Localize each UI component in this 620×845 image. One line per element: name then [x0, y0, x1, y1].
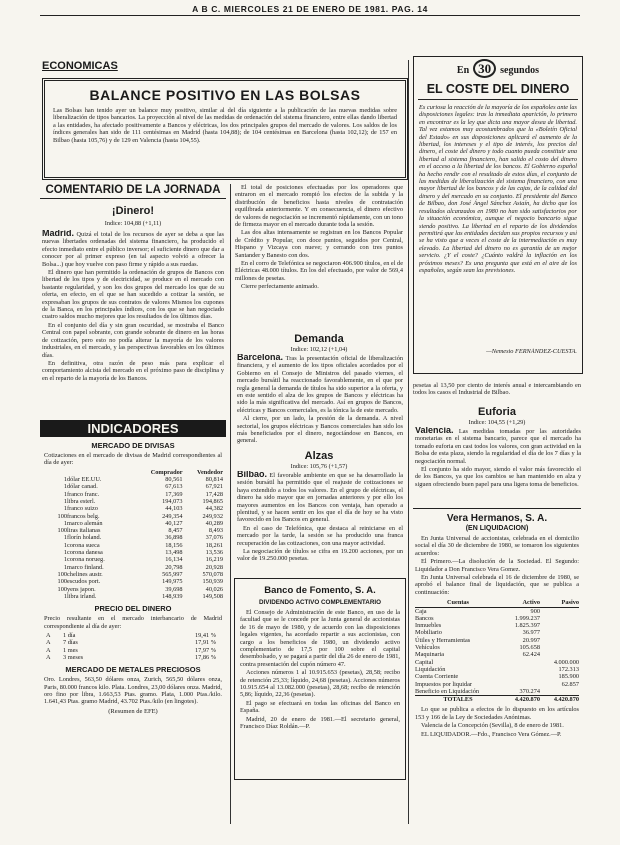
- vera-cell: Útiles y Herramientas: [415, 636, 471, 644]
- divisas-cell: 36,898: [165, 534, 183, 542]
- bilbao-city: Bilbao.: [237, 471, 268, 479]
- vera-row: [415, 607, 579, 615]
- vera-row: [415, 615, 579, 622]
- divisas-row: [43, 549, 223, 556]
- precio-cell: 1 día: [62, 631, 76, 639]
- treinta-text: Es curiosa la reacción de la mayoría de los españoles ante las disposiciones legales: tras la inmediata aparición, lo primero en encontrar es la ley que dicta una mayor desea de libertad. Tal vez estamos muy acostumbrados que la «Boletín Oficial del Estado» en sus disposiciones aplicará el aumento de la libertad, los intereses y el tipo de interés, los precios del dinero, el coste del dinero y todo cuanto pueda constituir una libertad al sistema financiero, han salido el costo del dinero en el acceso a la libertad de los bancos. El Gobierno español ha hecho rendir con el resultado de estos días, el conjunto de las medidas de liberalización del sistema financiero, con una mayor libertad de los bancos y de las cajas, de la calidad del dinero y del mercado en su conjunto. El presidente del Banco de Bilbao, don José Ángel Sánchez Asiaín, ha dicho que los resultados alcanzados en 1980 no han sido satisfactorios por la situación económica, aunque el negocio bancario sigue siendo positivo. La libertad en el reparto de los dividendos permitirá que las entidades decidan sus propios recursos y así se ha visto que a veces el coste de la intermediación es muy elevado. La libertad del dinero no es garantía de un mejor servicio. ¿Y el coste? ¿Cuánto valdrá la inflación en los próximos meses? Es una pregunta que está en el aire de los españoles, según sean las previsiones.: [419, 104, 577, 274]
- fomento-box: [234, 578, 406, 780]
- comentario-body: [42, 230, 224, 430]
- divisas-cell: 67,613: [165, 483, 183, 491]
- vera-p3: En Junta Universal celebrada el 16 de diciembre de 1980, se aprobó el balance final de liquidación, que se publica a continuación:: [415, 574, 579, 596]
- alzas-text3: La negociación de títulos se cifra en 19.200 acciones, por un valor de 19.250.000 pesetas.: [237, 548, 403, 563]
- vera-title: Vera Hermanos, S. A.: [446, 513, 548, 524]
- vera-totals-label: TOTALES: [443, 696, 473, 704]
- precio-cell: 7 días: [62, 639, 78, 647]
- divisas-row: [43, 564, 223, 571]
- vera-cell: [540, 607, 579, 615]
- vera-cell: 370.274: [519, 687, 540, 695]
- alzas-body: [237, 471, 403, 567]
- metales-text: Oro. Londres, 563,50 dólares onza, Zurich, 565,50 dólares onza, Paris, 80.000 francos kilo. Plata. Londres, 23,00 dólares onza. Madrid, oro fino por libra, 1.663,53 Ptas. gramo. Plata, 1.000 Ptas./kilo. 1.641,43 Ptas. gramo Madrid, 43.702 Ptas./kilo (en lingotes).: [44, 676, 222, 706]
- madrid-city: Madrid.: [42, 230, 75, 238]
- divisas-cell: 17,428: [205, 490, 223, 498]
- divisas-cell: 16,134: [165, 556, 183, 564]
- vera-cell: Bancos: [415, 614, 434, 622]
- vera-row: [415, 659, 579, 666]
- divisas-cell: 1: [63, 490, 67, 498]
- demanda-title: Demanda: [294, 333, 344, 345]
- divisas-row: [43, 556, 223, 563]
- metales-title: MERCADO DE METALES PRECIOSOS: [65, 665, 201, 675]
- euforia-body: [415, 427, 581, 507]
- indicadores-source: (Resumen de EFE): [108, 707, 158, 715]
- vera-p4: Lo que se publica a efectos de lo dispuesto en los artículos 153 y 166 de la Ley de Sociedades Anónimas.: [415, 706, 579, 721]
- precio-cell: A: [46, 631, 51, 639]
- treinta-title: EL COSTE DEL DINERO: [418, 82, 578, 100]
- divisas-row: [43, 520, 223, 527]
- divisas-cell: libra esterl.: [67, 498, 96, 505]
- divisas-row: [43, 593, 223, 600]
- divisas-cell: 194,865: [202, 498, 223, 505]
- vera-cell: 172.313: [558, 665, 579, 673]
- divisas-col-sell: Vendedor: [196, 468, 223, 476]
- divisas-row: [43, 483, 223, 490]
- vera-row: [415, 644, 579, 651]
- divisas-cell: 44,382: [205, 505, 223, 513]
- vera-intro: [415, 535, 579, 597]
- divisas-cell: corona danesa: [67, 549, 103, 557]
- comentario-subtitle: ¡Dinero!: [111, 205, 155, 217]
- header-rule: [40, 15, 580, 16]
- vera-signature: EL LIQUIDADOR.—Fdo., Francisco Vera Gómez.—P.: [421, 730, 562, 738]
- demanda-text: Tras la presentación oficial de liberalización financiera, y el aumento de los tipos oficiales acordados por el Gobierno en el Consejo de Ministros del pasado viernes, el mercado bursátil ha reaccionado favorablemente, en el que por regla general la demanda de títulos ha sido superior a la oferta, y en este sentido el alza de los grupos de Bancos y eléctricas ha sido la más significativa del mercado. Así en grupos de Bancos, eléctricas y Bancos comerciales, es la tónica la de este mercado.: [237, 355, 403, 414]
- divisas-cell: 18,156: [165, 541, 183, 549]
- divisas-table: [43, 469, 223, 600]
- vera-row: [415, 681, 579, 688]
- comentario-right-p1: El total de posiciones efectuadas por los operadores que entraron en el mercado rompió los efectos de la subida y la distribución de beneficios hasta niveles de contratación equilibrada anteriormente. Y en consecuencia, el dinero efectivo de valores de negociación se incrementó rápidamente, con un tono de firmeza mayor en el mercado durante toda la sesión.: [235, 184, 403, 229]
- divisas-cell: 1: [63, 519, 67, 527]
- vera-cell: [501, 666, 540, 673]
- fomento-subtitle: DIVIDENDO ACTIVO COMPLEMENTARIO: [258, 599, 382, 606]
- divisas-row: [43, 534, 223, 541]
- euforia-title: Euforia: [478, 406, 516, 418]
- demanda-body: [237, 354, 403, 444]
- balance-box: [42, 78, 408, 180]
- divisas-cell: 1: [63, 556, 67, 564]
- divisas-cell: liras italianas: [67, 527, 101, 535]
- divisas-cell: yens japon.: [67, 585, 96, 593]
- vera-cell: Capital: [415, 658, 434, 666]
- demanda-text2: Al cierre, por un lado, la presión de la demanda. A nivel sectorial, los grupos eléctricas y Bancos comerciales han sido los más beneficiados por el dinero, negociándose en Bancos, en general.: [237, 415, 403, 444]
- vera-totals-row: [415, 696, 579, 704]
- divisas-cell: 13,498: [165, 549, 183, 557]
- divisas-cell: marco alemán: [67, 519, 103, 527]
- vera-header-row: [415, 599, 579, 607]
- comentario-continued: [235, 184, 403, 304]
- treinta-number: 30: [473, 59, 496, 78]
- vera-row: [415, 629, 579, 636]
- vera-cell: [540, 615, 579, 622]
- divisas-cell: 13,536: [205, 549, 223, 557]
- divisas-cell: 1: [63, 483, 67, 491]
- divisas-cell: 1: [63, 541, 67, 549]
- divisas-cell: 570,078: [202, 570, 223, 578]
- vera-row: [415, 651, 579, 658]
- precio-cell: 1 mes: [62, 646, 78, 654]
- divisas-cell: 8,493: [208, 527, 223, 535]
- comentario-p3: En definitiva, otra razón de peso más para explicar el comportamiento alcista del mercado en el próximo paso de disciplina y en el reparto de la mayoría de los Bancos.: [42, 359, 224, 382]
- divisas-cell: chelines austr.: [67, 570, 103, 578]
- divisas-cell: 1: [63, 505, 67, 513]
- comentario-p2: En el conjunto del día y sin gran oscuridad, se mostraba el Banco Central con papel sobrante, con grande sobrante de dinero en las horas de cotización, pero esto no podía alterar la mayoría de los valores industriales, en el mercado, y las perspectivas favorables en los últimos días.: [42, 321, 224, 359]
- vera-col-cuentas: Cuentas: [446, 599, 470, 607]
- column-rule-2: [408, 60, 409, 824]
- divisas-cell: 249,354: [162, 512, 183, 520]
- divisas-cell: 565,997: [162, 570, 183, 578]
- divisas-cell: 1: [63, 498, 67, 505]
- divisas-row: [43, 513, 223, 520]
- divisas-cell: 148,939: [162, 592, 183, 600]
- divisas-row: [43, 542, 223, 549]
- divisas-cell: 40,289: [205, 519, 223, 527]
- barcelona-city: Barcelona.: [237, 354, 284, 362]
- vera-row: [415, 673, 579, 680]
- vera-cell: 62.424: [522, 651, 540, 659]
- divisas-cell: 8,457: [168, 527, 183, 535]
- vera-cell: [540, 622, 579, 629]
- vera-cell: Inmuebles: [415, 622, 442, 630]
- treinta-suffix: segundos: [500, 65, 540, 76]
- divisas-cell: 18,261: [205, 541, 223, 549]
- precio-row: [46, 632, 216, 639]
- vera-balance-table: [415, 599, 579, 703]
- vera-row: [415, 637, 579, 644]
- vera-cell: Caja: [415, 607, 427, 615]
- comentario-right-p4: Cierre perfectamente animado.: [241, 283, 319, 291]
- precio-cell: A: [46, 646, 51, 654]
- vera-cell: [540, 688, 579, 696]
- precio-cell: A: [46, 653, 51, 661]
- vera-col-activo: Activo: [522, 599, 540, 607]
- divisas-cell: 80,814: [205, 476, 223, 484]
- comentario-lead: Quizá el total de los recursos de ayer se deba a que las nuevas libertades ordenadas del sistema financiero, ha producido el efecto inmediato entre el público inversor; el suficiente dinero que dar a conocer por al primer expreso (en tal aspecto volvió a ofrecer la Bolsa...) que hoy vuelve con paso firme y rápido a sus ruedas.: [42, 231, 224, 268]
- indicadores-title: INDICADORES: [40, 420, 226, 437]
- fomento-text: El Consejo de Administración de este Banco, en uso de la facultad que se le concede por la Junta general de accionistas de 16 de mayo de 1980, y de acuerdo con las disposiciones legales vigentes, ha acordado repartir a sus accionistas, con cargo a los beneficios de 1980, un dividendo activo complementario de 17,5 por 100 sobre el capital desembolsado, y se pagará a partir del día 26 de enero de 1981, contra presentación del cupón número 47.: [240, 609, 400, 668]
- vera-col-pasivo: Pasivo: [561, 599, 579, 607]
- vera-cell: Impuestos por liquidar: [415, 680, 473, 688]
- vera-cell: Cuenta Corriente: [415, 673, 459, 681]
- section-title: ECONOMICAS: [42, 60, 118, 72]
- vera-cell: 105.658: [519, 644, 540, 652]
- vera-cell: 62.857: [561, 680, 579, 688]
- divisas-intro: Cotizaciones en el mercado de divisas de Madrid correspondientes al día de ayer:: [44, 452, 222, 467]
- divisas-cell: 1: [63, 534, 67, 542]
- vera-row: [415, 666, 579, 673]
- precio-row: [46, 647, 216, 654]
- fomento-text3: El pago se efectuará en todas las oficinas del Banco en España.: [240, 699, 400, 715]
- precio-cell: 3 meses: [62, 653, 84, 661]
- treinta-prefix: En: [456, 65, 470, 76]
- divisas-col-buy: Comprador: [150, 468, 183, 476]
- vera-cell: [540, 644, 579, 651]
- precio-table: [46, 632, 216, 661]
- vera-subtitle: (EN LIQUIDACION): [465, 525, 529, 532]
- divisas-cell: 17,369: [165, 490, 183, 498]
- comentario-right-p3: En el corro de Telefónica se negociaron 406.900 títulos, en el de Eléctricas 48.000 títulos. En los del efectuado, por valor de 569,4 millones de pesetas.: [235, 260, 403, 282]
- divisas-row: [43, 505, 223, 512]
- divisas-cell: corona norueg.: [67, 556, 105, 564]
- divisas-cell: 100: [57, 578, 67, 586]
- divisas-row: [43, 571, 223, 578]
- precio-cell: 17,86 %: [195, 653, 216, 661]
- precio-cell: 17,97 %: [195, 646, 216, 654]
- euforia-text2: El conjunto ha sido mayor, siendo el valor más favorecido el de los Bancos, ya que los cambios se han mantenido en alza y siguen ofreciendo buen papel para una ligera toma de beneficios.: [415, 466, 581, 488]
- precio-row: [46, 639, 216, 646]
- vera-totals-activo: 4.420.870: [514, 696, 540, 704]
- alzas-text: El favorable ambiente en que se ha desarrollado la sesión bursátil ha permitido que el reajuste de cotizaciones se haya extendido a todos los valores. En el grupo de eléctricas, el dinero ha sido mayor que en jornadas anteriores y por ello los mayores aumentos en los Bancos con ventaja, han operado a plenitud, y se hacen sentir en los que el día de hoy se ha visto favorecido en los Bancos en general.: [237, 472, 403, 524]
- vera-row: [415, 622, 579, 629]
- treinta-masthead: [414, 59, 582, 78]
- divisas-cell: dólar EE.UU.: [67, 476, 102, 484]
- divisas-cell: 1: [63, 592, 67, 600]
- vera-cell: [540, 651, 579, 658]
- vera-p2: El Primero.—La disolución de la Sociedad. El Segundo: Liquidador a Don Francisco Vera Gomez.: [415, 558, 579, 573]
- divisas-cell: 150,939: [202, 578, 223, 586]
- euforia-index: Indice: 104,55 (+1,29): [468, 419, 526, 426]
- demanda-index: Indice: 102,12 (+1,04): [290, 346, 348, 353]
- vera-cell: 20.997: [522, 636, 540, 644]
- precio-intro: Precio resultante en el mercado interbancario de Madrid correspondiente al día de ayer:: [44, 615, 222, 630]
- vera-cell: Beneficio en Liquidación: [415, 687, 479, 695]
- divisas-row: [43, 491, 223, 498]
- indicadores-panel: [40, 420, 226, 820]
- precio-title: PRECIO DEL DINERO: [94, 604, 172, 614]
- vera-cell: 185.900: [558, 673, 579, 681]
- divisas-cell: 16,219: [205, 556, 223, 564]
- vera-p1: En Junta Universal de accionistas, celebrada en el domicilio social el día 30 de diciembre de 1980, se tomaron los siguientes acuerdos:: [415, 535, 579, 557]
- vera-cell: [501, 673, 540, 680]
- vera-cell: 4.000.000: [553, 658, 579, 666]
- divisas-cell: 194,073: [162, 498, 183, 505]
- vera-cell: 36.977: [522, 629, 540, 637]
- euforia-text: Las medidas tomadas por las autoridades monetarias en el sistema bancario, parece que el mercado ha tomado euforia en casi todos los valores, con gran actividad en la Bolsa de esta plaza, siendo la regularidad el día de los 7 días y la negociación normal.: [415, 428, 581, 465]
- divisas-cell: dólar canad.: [67, 483, 98, 491]
- precio-cell: 17,91 %: [195, 639, 216, 647]
- vera-notice: [413, 508, 581, 825]
- column-rule-1: [230, 184, 231, 824]
- vera-cell: Liquidación: [415, 665, 446, 673]
- divisas-cell: 1: [63, 549, 67, 557]
- alzas-text2: En el caso de Telefónica, que destaca al reiniciarse en el mercado por la tarde, la sesión se ha producido una franca recuperación de las cotizaciones, con una mayor actividad.: [237, 524, 403, 547]
- divisas-cell: 80,561: [165, 476, 183, 484]
- divisas-cell: 249,932: [202, 512, 223, 520]
- vera-p5: Valencia de la Concepción (Sevilla), 8 de enero de 1981.: [421, 722, 564, 730]
- divisas-cell: franco franc.: [67, 490, 100, 498]
- divisas-cell: 20,798: [165, 563, 183, 571]
- vera-cell: [540, 629, 579, 636]
- vera-cell: Maquinaria: [415, 651, 445, 659]
- vera-cell: Vehículos: [415, 644, 440, 652]
- divisas-cell: 100: [57, 512, 67, 520]
- precio-row: [46, 654, 216, 661]
- vera-totals-pasivo: 4.420.870: [553, 696, 579, 704]
- vera-cell: Mobiliario: [415, 629, 442, 637]
- divisas-row: [43, 498, 223, 505]
- divisas-cell: 149,975: [162, 578, 183, 586]
- divisas-cell: 1: [63, 476, 67, 484]
- comentario-title: COMENTARIO DE LA JORNADA: [40, 184, 226, 199]
- alzas-title: Alzas: [304, 450, 334, 462]
- precio-cell: 19,41 %: [195, 631, 216, 639]
- divisas-cell: franco suizo: [67, 505, 98, 513]
- divisas-cell: florín holand.: [67, 534, 102, 542]
- valencia-city: Valencia.: [415, 427, 454, 435]
- fomento-text2: Acciones números 1 al 10.915.653 (pesetas), 28,58; recibo de retención 25,33; líquido, 24,68 (pesetas). Acciones números 10.915.654 al 13.082.000 (pesetas), 28,68; recibo de retención 5,86; líquido, 22,36 (pesetas).: [240, 669, 400, 699]
- divisas-cell: francos belg.: [67, 512, 100, 520]
- comentario-right-p2: Las dos altas intensamente se registran en los Bancos Popular de Crédito y Popular, con doce puntos, seguidos por Central, Hispano y Vizcaya con nueve; y cerrando con tres puntos Santander y Banesto con dos.: [235, 229, 403, 259]
- divisas-cell: 37,076: [205, 534, 223, 542]
- alzas-index: Indice: 105,76 (+1,57): [290, 463, 348, 470]
- balance-title: BALANCE POSITIVO EN LAS BOLSAS: [89, 87, 361, 103]
- balance-text: Las Bolsas han tenido ayer un balance muy positivo, similar al del día siguiente a la publicación de las nuevas medidas sobre liberalización de tipos bancarios. La proyección al nivel de las medidas de ordenación del sistema financiero, entre ellas dando libertad a las entidades, ha afectado positivamente a Bancos y eléctricas, los dos principales grupos del mercado de valores. Los saldos de los índices generales han sido de 111 centésimas en Madrid (hasta 104,88); de 104 centésimas en Barcelona (hasta 102,12); de 157 en Bilbao (hasta 105,76) y de 129 en Valencia (hasta 104,55).: [53, 107, 397, 144]
- divisas-cell: 44,103: [165, 505, 183, 513]
- vera-cell: 900: [530, 607, 540, 615]
- divisas-row: [43, 527, 223, 534]
- divisas-cell: 39,698: [165, 585, 183, 593]
- divisas-header-row: [43, 469, 223, 476]
- divisas-cell: marco finland.: [67, 563, 104, 571]
- fomento-body: [240, 609, 400, 769]
- vera-cell: 1.999.237: [514, 614, 540, 622]
- divisas-cell: escudos port.: [67, 578, 101, 586]
- divisas-cell: 100: [57, 570, 67, 578]
- divisas-row: [43, 578, 223, 585]
- treinta-box: [413, 56, 583, 374]
- vera-closing: [415, 706, 579, 739]
- vera-cell: 1.825.397: [514, 622, 540, 630]
- divisas-cell: 20,928: [205, 563, 223, 571]
- divisas-cell: corona sueca: [67, 541, 100, 549]
- fomento-title: Banco de Fomento, S. A.: [264, 585, 376, 596]
- divisas-row: [43, 586, 223, 593]
- madrid-index: Indice: 104,88 (+1,11): [104, 220, 162, 227]
- fomento-signature: Madrid, 20 de enero de 1981.—El secretario general, Francisco Díaz Roldán.—P.: [240, 715, 400, 731]
- vera-cell: [501, 681, 540, 688]
- divisas-cell: 67,921: [205, 483, 223, 491]
- vera-cell: [540, 637, 579, 644]
- comentario-p1: El dinero que han permitido la ordenación de grupos de Bancos con libertad de los tipos y de electricidad, se produce en el mercado con bastante regularidad, y son los dos grupos del mercado los que de su oferta, en efecto, en el que se han sucedido a cotizar la sesión, se expresaban los grupos de sus contratos de valores Mismos los cupones de la Banca, en los principales índices, con los que se han negociado cuatro saldos mucho mejores que los resultados de los últimos días.: [42, 269, 224, 321]
- divisas-title: MERCADO DE DIVISAS: [91, 441, 175, 450]
- divisas-cell: libra irland.: [67, 592, 97, 600]
- divisas-cell: 40,127: [165, 519, 183, 527]
- divisas-cell: 100: [57, 585, 67, 593]
- divisas-cell: 100: [57, 527, 67, 535]
- divisas-cell: 1: [63, 563, 67, 571]
- vera-cell: [501, 659, 540, 666]
- treinta-signature: —Nemesio FERNÁNDEZ-CUESTA.: [486, 348, 577, 355]
- precio-cell: A: [46, 639, 51, 647]
- divisas-cell: 149,508: [202, 592, 223, 600]
- divisas-cell: 40,026: [205, 585, 223, 593]
- euforia-pre: pesetas al 13,50 por ciento de interés anual e intercambiando en todos los casos el Industrial de Bilbao.: [413, 382, 581, 397]
- divisas-row: [43, 476, 223, 483]
- page-header: A B C. MIERCOLES 21 DE ENERO DE 1981. PAG. 14: [192, 4, 428, 14]
- vera-row: [415, 688, 579, 696]
